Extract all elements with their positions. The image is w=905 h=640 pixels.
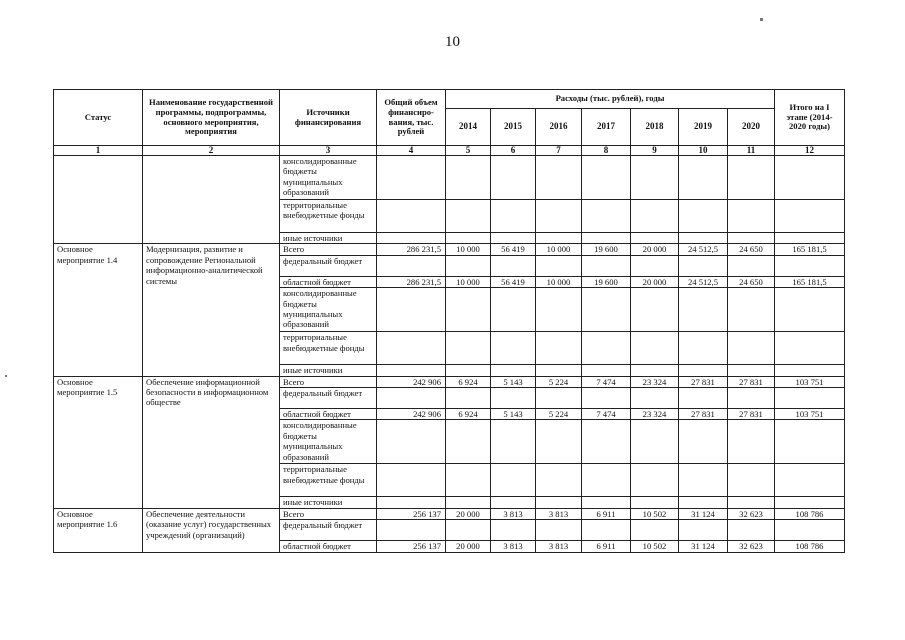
year-value-cell: 10 502 xyxy=(631,508,679,519)
year-value-cell xyxy=(536,255,582,276)
year-value-cell xyxy=(446,288,491,332)
source-cell: территориальные внебюджетные фонды xyxy=(280,464,377,497)
source-cell: консолидированные бюджеты муниципальных образований xyxy=(280,288,377,332)
year-value-cell: 27 831 xyxy=(679,376,728,387)
year-value-cell: 6 924 xyxy=(446,409,491,420)
total-cell: 256 137 xyxy=(377,508,446,519)
year-value-cell: 6 911 xyxy=(582,508,631,519)
year-value-cell: 32 623 xyxy=(728,508,775,519)
header-year: 2014 xyxy=(446,109,491,146)
total-cell xyxy=(377,420,446,464)
year-value-cell xyxy=(446,497,491,508)
year-value-cell: 5 224 xyxy=(536,376,582,387)
year-value-cell xyxy=(536,365,582,376)
name-cell: Обеспечение деятельности (оказание услуг) государственных учреждений (организаций) xyxy=(143,508,280,552)
year-value-cell: 24 512,5 xyxy=(679,276,728,287)
year-value-cell xyxy=(728,388,775,409)
year-value-cell xyxy=(491,365,536,376)
year-value-cell xyxy=(536,497,582,508)
header-year: 2020 xyxy=(728,109,775,146)
year-value-cell xyxy=(536,388,582,409)
column-number: 5 xyxy=(446,146,491,156)
total-cell: 242 906 xyxy=(377,409,446,420)
year-value-cell: 20 000 xyxy=(631,276,679,287)
year-value-cell xyxy=(536,520,582,541)
year-value-cell xyxy=(631,255,679,276)
year-value-cell xyxy=(582,464,631,497)
year-value-cell xyxy=(582,288,631,332)
source-cell: областной бюджет xyxy=(280,541,377,552)
year-value-cell xyxy=(679,464,728,497)
table-row xyxy=(54,508,845,519)
year-value-cell xyxy=(491,255,536,276)
total-cell: 286 231,5 xyxy=(377,244,446,255)
year-value-cell xyxy=(631,288,679,332)
name-cell-empty xyxy=(143,156,280,244)
stage-total-cell xyxy=(775,420,845,464)
column-number: 8 xyxy=(582,146,631,156)
header-year: 2017 xyxy=(582,109,631,146)
header-stage-total: Итого на I этапе (2014-2020 годы) xyxy=(775,90,845,146)
name-cell: Обеспечение информационной безопасности в информационном обществе xyxy=(143,376,280,508)
year-value-cell xyxy=(582,255,631,276)
total-cell: 242 906 xyxy=(377,376,446,387)
column-number: 6 xyxy=(491,146,536,156)
stage-total-cell: 165 181,5 xyxy=(775,276,845,287)
header-total: Общий объем финансиро-вания, тыс. рублей xyxy=(377,90,446,146)
year-value-cell xyxy=(631,497,679,508)
year-value-cell xyxy=(679,332,728,365)
year-value-cell xyxy=(582,388,631,409)
source-cell: иные источники xyxy=(280,497,377,508)
year-value-cell: 7 474 xyxy=(582,409,631,420)
year-value-cell xyxy=(631,464,679,497)
source-cell: федеральный бюджет xyxy=(280,388,377,409)
year-value-cell: 19 600 xyxy=(582,244,631,255)
year-value-cell xyxy=(728,365,775,376)
header-status: Статус xyxy=(54,90,143,146)
year-value-cell xyxy=(491,464,536,497)
year-value-cell: 31 124 xyxy=(679,541,728,552)
year-value-cell xyxy=(679,520,728,541)
year-value-cell: 19 600 xyxy=(582,276,631,287)
year-value-cell xyxy=(631,332,679,365)
stage-total-cell: 108 786 xyxy=(775,508,845,519)
total-cell xyxy=(377,255,446,276)
column-number: 2 xyxy=(143,146,280,156)
year-value-cell xyxy=(491,520,536,541)
total-cell: 286 231,5 xyxy=(377,276,446,287)
header-name: Наименование государственной программы, подпрограммы, основного мероприятия, мероприятия xyxy=(143,90,280,146)
year-value-cell: 31 124 xyxy=(679,508,728,519)
year-value-cell: 20 000 xyxy=(631,244,679,255)
column-number: 9 xyxy=(631,146,679,156)
table-row xyxy=(54,156,845,200)
year-value-cell xyxy=(446,332,491,365)
year-value-cell xyxy=(679,420,728,464)
source-cell: Всего xyxy=(280,376,377,387)
total-cell xyxy=(377,464,446,497)
year-value-cell xyxy=(728,288,775,332)
stage-total-cell xyxy=(775,497,845,508)
year-value-cell: 3 813 xyxy=(491,541,536,552)
status-cell: Основное мероприятие 1.4 xyxy=(54,244,143,376)
year-value-cell: 20 000 xyxy=(446,541,491,552)
year-value-cell xyxy=(446,255,491,276)
year-value-cell xyxy=(631,388,679,409)
stage-total-cell xyxy=(775,332,845,365)
year-value-cell xyxy=(582,497,631,508)
column-number: 1 xyxy=(54,146,143,156)
column-number: 11 xyxy=(728,146,775,156)
scan-speck xyxy=(760,18,763,21)
year-value-cell: 3 813 xyxy=(536,541,582,552)
source-cell: консолидированные бюджеты муниципальных образований xyxy=(280,156,377,200)
header-year: 2016 xyxy=(536,109,582,146)
status-cell-empty xyxy=(54,156,143,244)
year-value-cell xyxy=(491,332,536,365)
status-cell: Основное мероприятие 1.5 xyxy=(54,376,143,508)
year-value-cell xyxy=(446,420,491,464)
year-value-cell xyxy=(679,255,728,276)
header-expenses: Расходы (тыс. рублей), годы xyxy=(446,90,775,109)
year-value-cell: 5 143 xyxy=(491,376,536,387)
year-value-cell xyxy=(582,332,631,365)
column-numbers-row xyxy=(54,146,845,156)
year-value-cell: 27 831 xyxy=(728,376,775,387)
stage-total-cell: 103 751 xyxy=(775,409,845,420)
year-value-cell xyxy=(679,288,728,332)
year-value-cell xyxy=(631,520,679,541)
year-value-cell xyxy=(446,520,491,541)
table-row xyxy=(54,244,845,255)
column-number: 3 xyxy=(280,146,377,156)
year-value-cell: 24 650 xyxy=(728,276,775,287)
status-cell: Основное мероприятие 1.6 xyxy=(54,508,143,552)
year-value-cell xyxy=(582,365,631,376)
column-number: 7 xyxy=(536,146,582,156)
financing-table xyxy=(53,89,845,553)
scan-speck xyxy=(5,375,7,377)
column-number: 12 xyxy=(775,146,845,156)
year-value-cell xyxy=(679,497,728,508)
year-value-cell: 5 143 xyxy=(491,409,536,420)
stage-total-cell xyxy=(775,255,845,276)
source-cell: областной бюджет xyxy=(280,276,377,287)
year-value-cell xyxy=(728,420,775,464)
year-value-cell: 6 911 xyxy=(582,541,631,552)
header-year: 2018 xyxy=(631,109,679,146)
year-value-cell xyxy=(491,388,536,409)
source-cell: федеральный бюджет xyxy=(280,255,377,276)
stage-total-cell: 103 751 xyxy=(775,376,845,387)
year-value-cell xyxy=(582,420,631,464)
year-value-cell: 56 419 xyxy=(491,276,536,287)
year-value-cell: 10 000 xyxy=(536,244,582,255)
year-value-cell: 10 000 xyxy=(536,276,582,287)
total-cell xyxy=(377,332,446,365)
stage-total-cell: 108 786 xyxy=(775,541,845,552)
total-cell xyxy=(377,365,446,376)
year-value-cell xyxy=(491,420,536,464)
table-row xyxy=(54,376,845,387)
year-value-cell: 5 224 xyxy=(536,409,582,420)
year-value-cell xyxy=(491,497,536,508)
year-value-cell: 10 502 xyxy=(631,541,679,552)
year-value-cell: 24 650 xyxy=(728,244,775,255)
total-cell xyxy=(377,288,446,332)
column-number: 10 xyxy=(679,146,728,156)
year-value-cell: 27 831 xyxy=(728,409,775,420)
year-value-cell: 6 924 xyxy=(446,376,491,387)
year-value-cell: 7 474 xyxy=(582,376,631,387)
page-number: 10 xyxy=(445,34,460,50)
total-cell xyxy=(377,497,446,508)
stage-total-cell xyxy=(775,464,845,497)
year-value-cell xyxy=(536,288,582,332)
name-cell: Модернизация, развитие и сопровождение Региональной информационно-аналитической системы xyxy=(143,244,280,376)
source-cell: консолидированные бюджеты муниципальных образований xyxy=(280,420,377,464)
header-sources: Источники финансирования xyxy=(280,90,377,146)
year-value-cell xyxy=(446,365,491,376)
stage-total-cell xyxy=(775,288,845,332)
year-value-cell: 32 623 xyxy=(728,541,775,552)
year-value-cell xyxy=(728,332,775,365)
total-cell xyxy=(377,388,446,409)
stage-total-cell xyxy=(775,520,845,541)
header-year: 2015 xyxy=(491,109,536,146)
year-value-cell: 27 831 xyxy=(679,409,728,420)
source-cell: иные источники xyxy=(280,233,377,244)
column-number: 4 xyxy=(377,146,446,156)
year-value-cell: 10 000 xyxy=(446,244,491,255)
year-value-cell xyxy=(679,365,728,376)
source-cell: иные источники xyxy=(280,365,377,376)
year-value-cell: 24 512,5 xyxy=(679,244,728,255)
year-value-cell xyxy=(536,420,582,464)
year-value-cell: 10 000 xyxy=(446,276,491,287)
year-value-cell xyxy=(582,520,631,541)
year-value-cell xyxy=(631,420,679,464)
source-cell: Всего xyxy=(280,244,377,255)
year-value-cell xyxy=(728,255,775,276)
year-value-cell: 56 419 xyxy=(491,244,536,255)
year-value-cell: 3 813 xyxy=(536,508,582,519)
total-cell xyxy=(377,520,446,541)
stage-total-cell xyxy=(775,365,845,376)
header-year: 2019 xyxy=(679,109,728,146)
year-value-cell xyxy=(728,520,775,541)
year-value-cell xyxy=(536,464,582,497)
source-cell: территориальные внебюджетные фонды xyxy=(280,332,377,365)
year-value-cell xyxy=(536,332,582,365)
year-value-cell xyxy=(446,464,491,497)
source-cell: федеральный бюджет xyxy=(280,520,377,541)
source-cell: территориальные внебюджетные фонды xyxy=(280,200,377,233)
year-value-cell: 3 813 xyxy=(491,508,536,519)
stage-total-cell: 165 181,5 xyxy=(775,244,845,255)
year-value-cell xyxy=(446,388,491,409)
year-value-cell xyxy=(631,365,679,376)
stage-total-cell xyxy=(775,388,845,409)
source-cell: областной бюджет xyxy=(280,409,377,420)
source-cell: Всего xyxy=(280,508,377,519)
year-value-cell xyxy=(728,497,775,508)
year-value-cell: 23 324 xyxy=(631,409,679,420)
year-value-cell xyxy=(728,464,775,497)
year-value-cell: 23 324 xyxy=(631,376,679,387)
year-value-cell: 20 000 xyxy=(446,508,491,519)
total-cell: 256 137 xyxy=(377,541,446,552)
year-value-cell xyxy=(679,388,728,409)
year-value-cell xyxy=(491,288,536,332)
